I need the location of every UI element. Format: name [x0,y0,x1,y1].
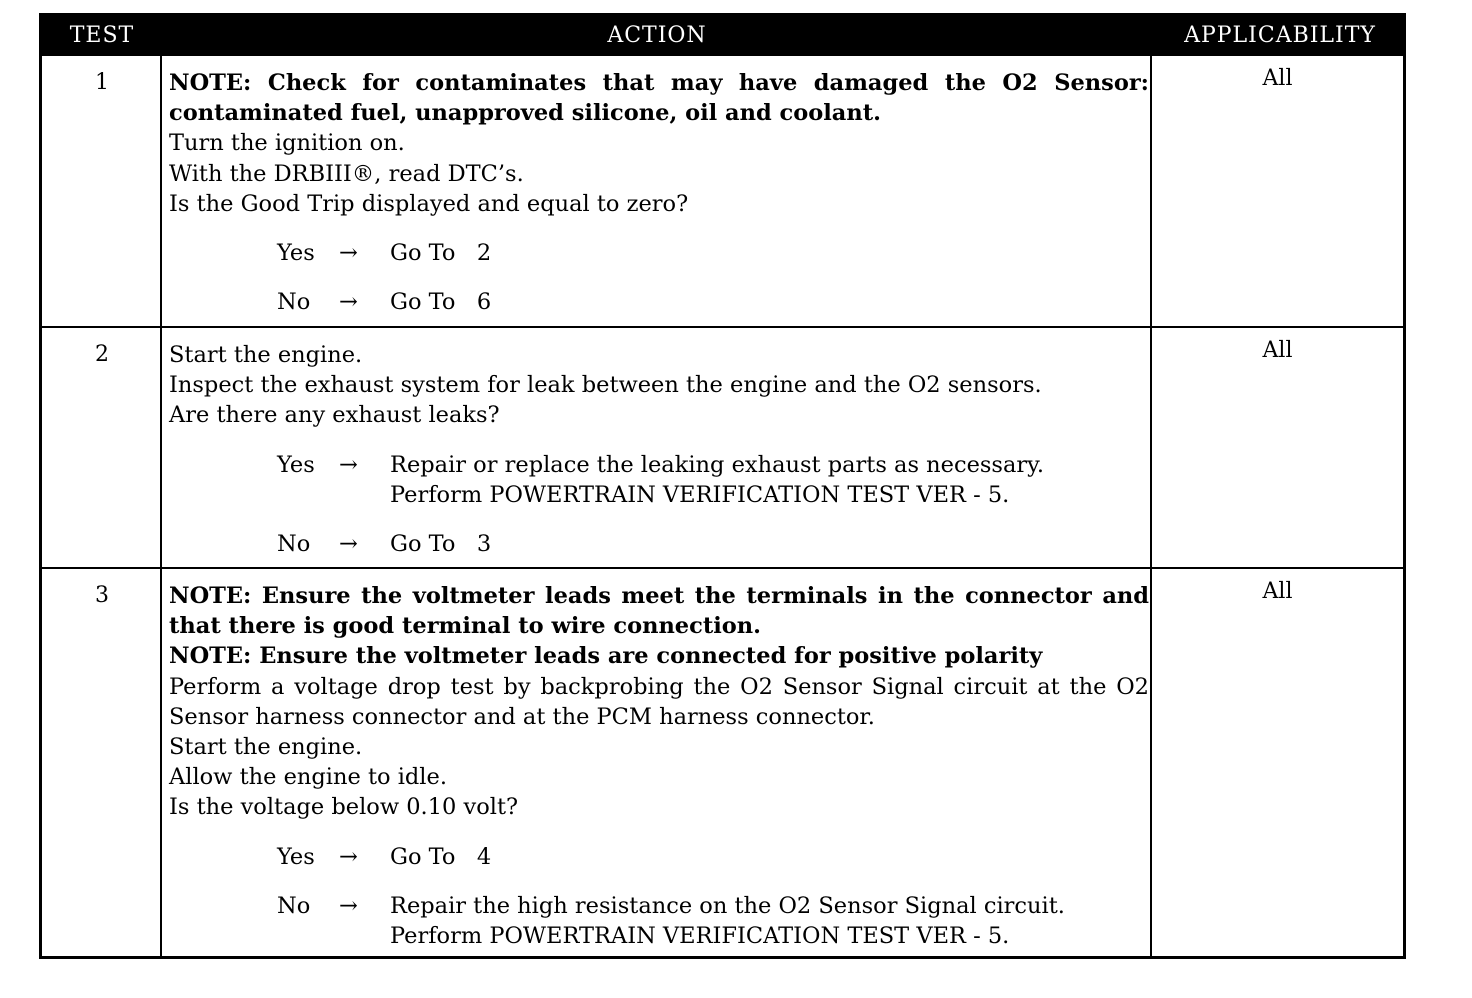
step-text: Turn the ignition on. [169,130,405,157]
answer-result-line: Repair or replace the leaking exhaust parts as necessary. [390,451,1045,478]
answer-label: No [277,892,311,919]
answer-result-line: Perform POWERTRAIN VERIFICATION TEST VER - 5. [390,481,1010,508]
note-text: contaminated fuel, unapproved silicone, oil and coolant. [169,100,881,127]
right-arrow-icon: → [339,843,358,870]
step-text: Sensor harness connector and at the PCM harness connector. [169,703,875,730]
header-applicability: APPLICABILITY [1184,23,1376,48]
answer-label: No [277,530,311,557]
note-text: NOTE: Ensure the voltmeter leads meet the terminals in the connector and [169,583,1149,609]
right-arrow-icon: → [339,289,358,316]
header-action: ACTION [607,23,707,48]
action-cell [169,581,1149,951]
step-text: Is the voltage below 0.10 volt? [169,794,519,821]
answer-result-line: Repair the high resistance on the O2 Sensor Signal circuit. [390,892,1065,919]
step-text: Is the Good Trip displayed and equal to zero? [169,190,689,217]
table-row [42,567,1403,956]
right-arrow-icon: → [339,451,358,478]
yes-answer [169,450,1149,510]
test-number: 3 [95,583,109,608]
step-text: Allow the engine to idle. [169,764,447,791]
note-text: NOTE: Ensure the voltmeter leads are connected for positive polarity [169,643,1043,670]
table-row [42,326,1403,568]
applicability-value: All [1262,66,1293,91]
answer-label: Yes [277,451,315,478]
yes-answer [169,842,1149,872]
no-answer [169,891,1149,951]
answer-result: Go To 4 [390,843,492,870]
table-header [42,16,1403,56]
diagnostic-test-table [39,13,1406,959]
step-text: Start the engine. [169,734,363,761]
note-text: NOTE: Check for contaminates that may have damaged the O2 Sensor: [169,70,1149,96]
note-text: that there is good terminal to wire connection. [169,613,761,640]
step-text: Start the engine. [169,342,363,368]
step-text: Are there any exhaust leaks? [169,402,500,429]
table-row [42,56,1403,328]
action-cell [169,68,1149,317]
answer-result [390,891,1065,951]
yes-answer [169,238,1149,268]
answer-label: No [277,289,311,316]
step-text: Inspect the exhaust system for leak between the engine and the O2 sensors. [169,372,1042,399]
action-cell [169,340,1149,559]
right-arrow-icon: → [339,892,358,919]
answer-result: Go To 2 [390,240,492,267]
applicability-value: All [1262,579,1293,604]
step-text: Perform a voltage drop test by backprobing the O2 Sensor Signal circuit at the O2 [169,673,1149,700]
no-answer [169,287,1149,317]
answer-result: Go To 3 [390,530,492,557]
answer-result: Go To 6 [390,289,492,316]
right-arrow-icon: → [339,530,358,557]
step-text: With the DRBIII®, read DTC’s. [169,160,524,187]
applicability-value: All [1262,338,1293,363]
answer-label: Yes [277,240,315,267]
right-arrow-icon: → [339,240,358,267]
test-number: 1 [95,70,109,95]
test-number: 2 [95,342,109,367]
answer-result-line: Perform POWERTRAIN VERIFICATION TEST VER - 5. [390,922,1010,949]
header-test: TEST [69,23,135,48]
no-answer [169,529,1149,559]
answer-label: Yes [277,843,315,870]
answer-result [390,450,1044,510]
